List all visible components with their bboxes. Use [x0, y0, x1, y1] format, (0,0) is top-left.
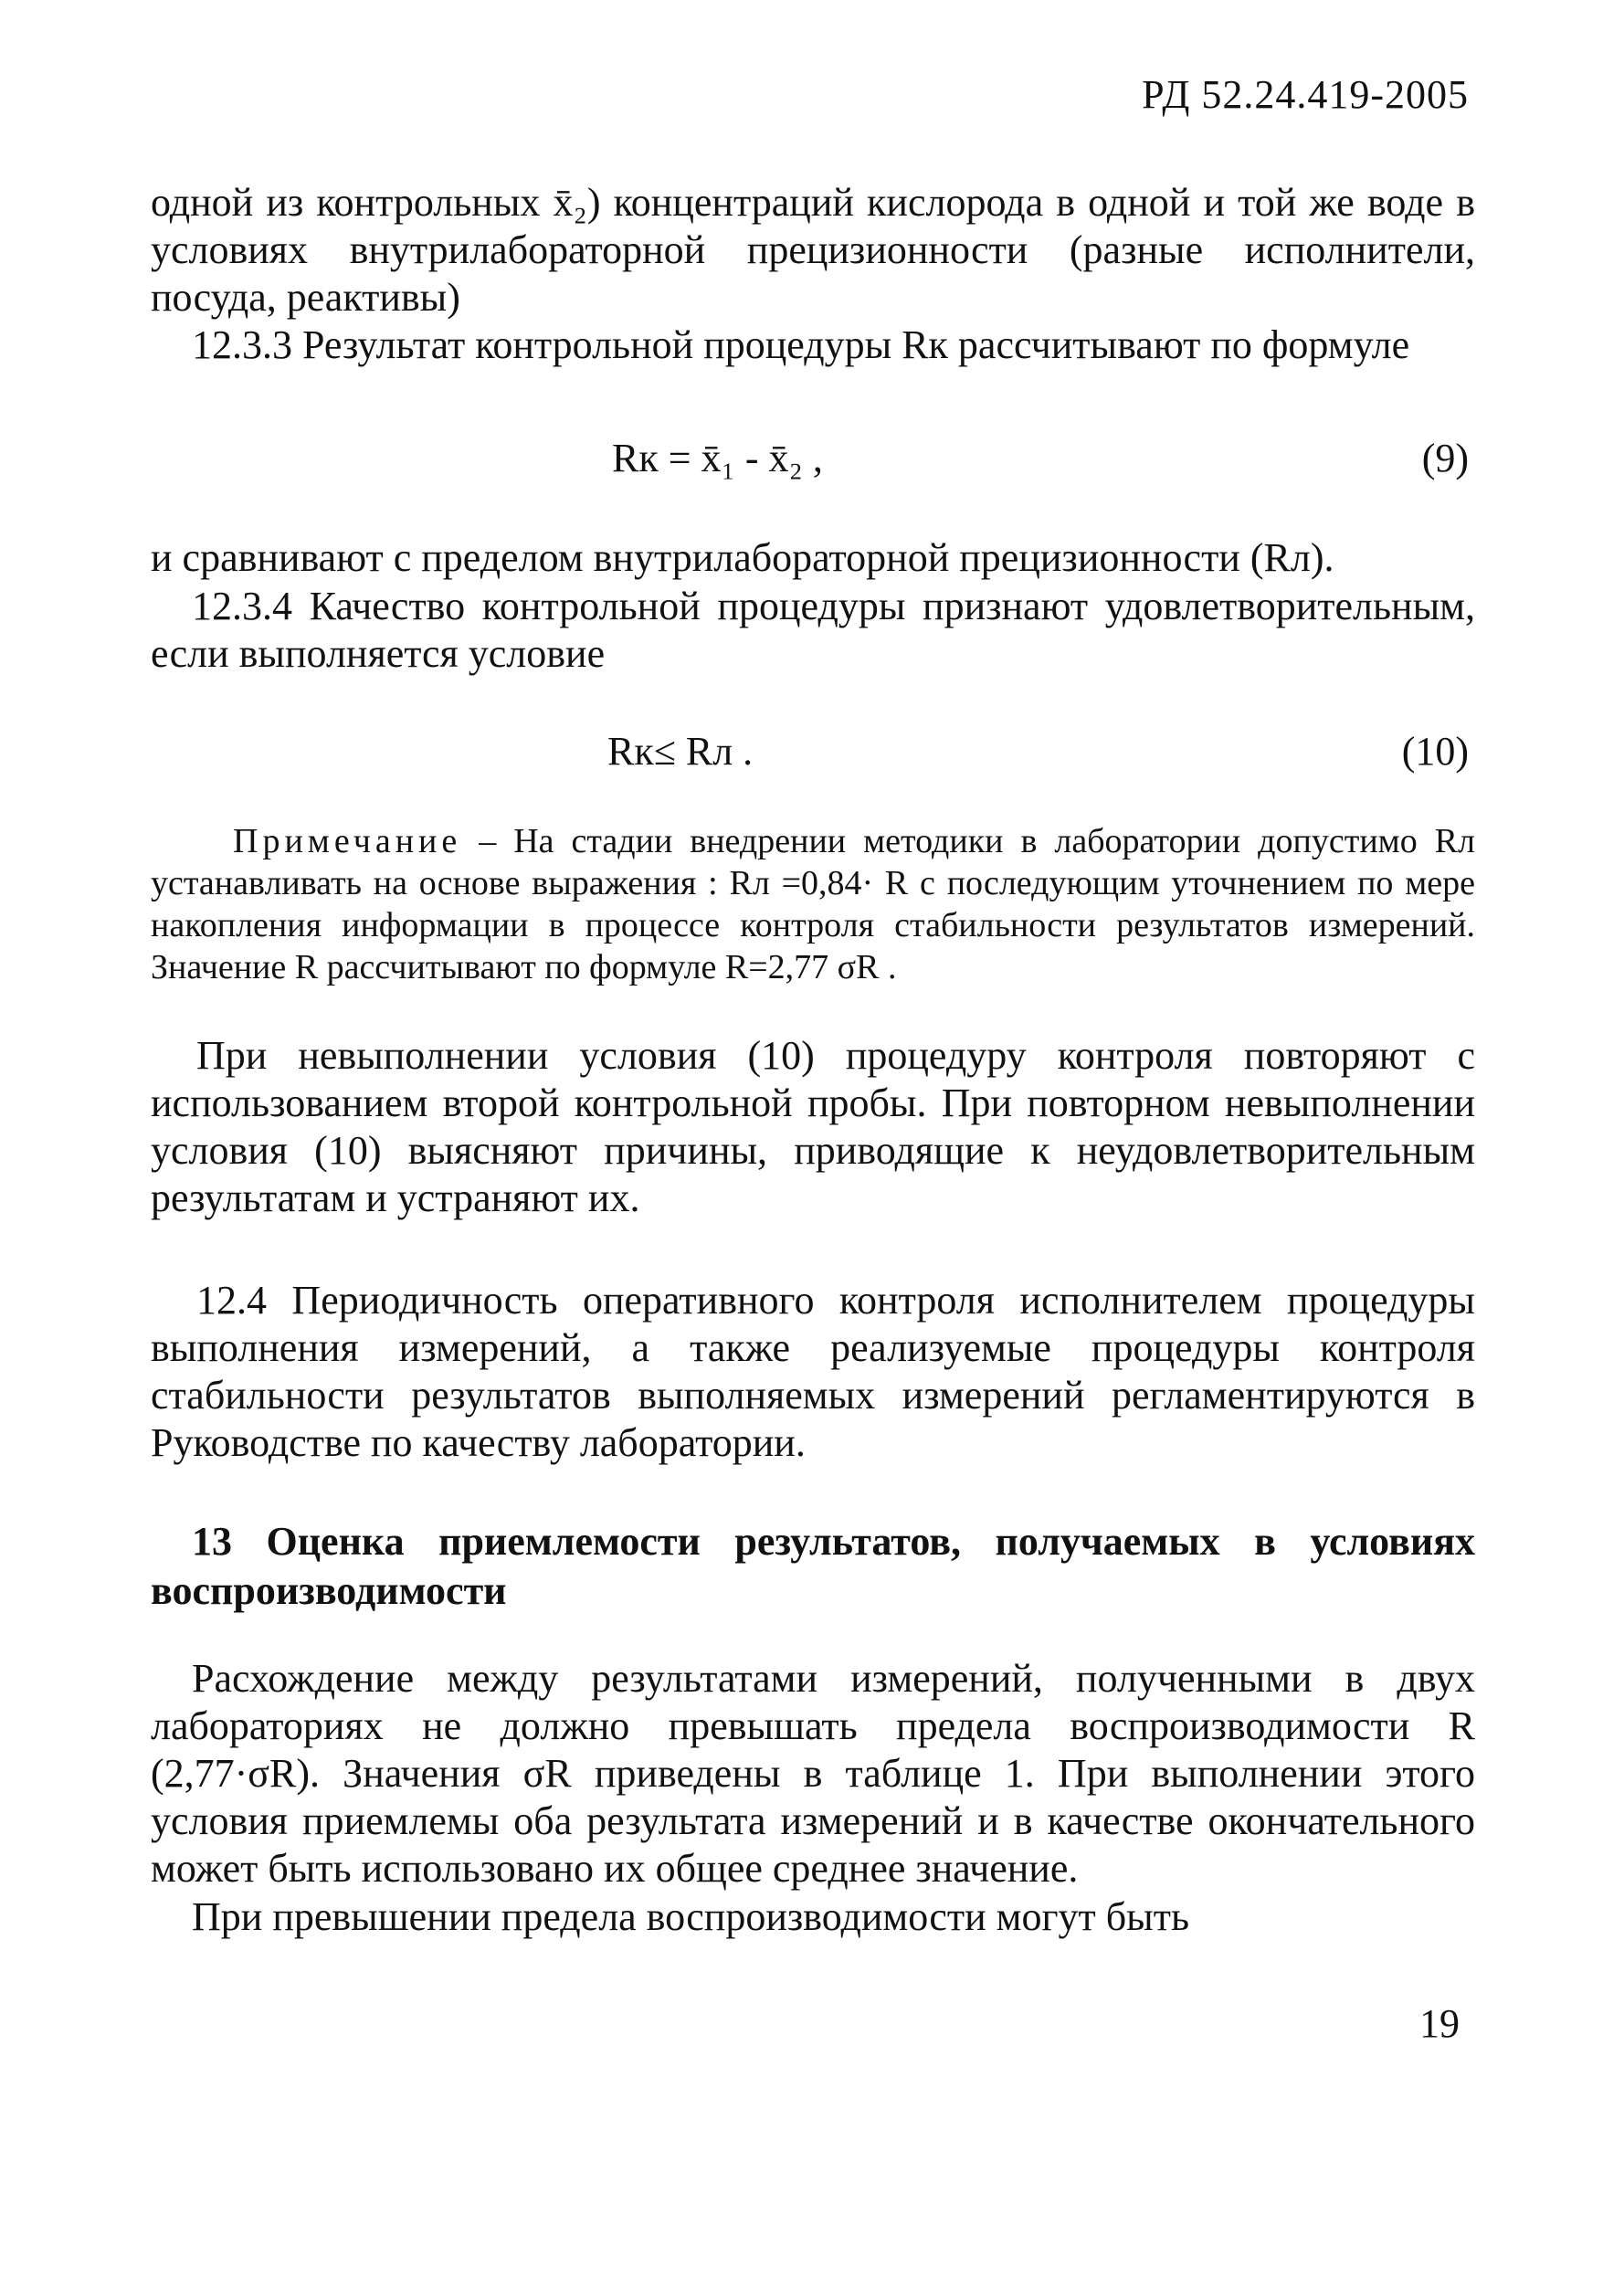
formula-9-expression: Rк = x̄₁ - x̄₂ , — [612, 436, 823, 480]
note — [151, 820, 1475, 988]
section-13-paragraph-1: Расхождение между результатами измерений, полученными в двух лабораториях не должно превышать предела воспроизводимости R (2,77·σR). Значения σR приведены в таблице 1. При выполнении этого условия приемлемы оба результата измерений и в качестве окончательного может быть использовано их общее среднее значение. — [151, 1656, 1475, 1891]
document-code: РД 52.24.419-2005 — [1142, 72, 1469, 117]
note-text: – На стадии внедрении методики в лаборатории допустимо Rл устанавливать на основе выражения : Rл =0,84· R с последующим уточнением по мере накопления информации в процессе контроля стабильности результатов измерений. Значение R рассчитывают по формуле R=2,77 σR . — [151, 822, 1475, 986]
paragraph-compare: и сравнивают с пределом внутрилабораторной прецизионности (Rл). — [151, 535, 1334, 580]
paragraph-failure: При невыполнении условия (10) процедуру контроля повторяют с использованием второй контрольной пробы. При повторном невыполнении условия (10) выясняют причины, приводящие к неудовлетворительным результатам и устраняют их. — [151, 1033, 1475, 1220]
formula-9 — [0, 435, 1624, 490]
formula-10 — [0, 728, 1624, 783]
page-number: 19 — [1419, 2001, 1460, 2046]
paragraph-12-3-3: 12.3.3 Результат контрольной процедуры Rк рассчитывают по формуле — [192, 322, 1410, 367]
note-label: Примечание — [233, 822, 462, 860]
formula-10-expression: Rк≤ Rл . — [607, 729, 754, 774]
paragraph-continuation: одной из контрольных x̄₂) концентраций кислорода в одной и той же воде в условиях внутрилабораторной прецизионности (разные исполнители, посуда, реактивы) — [151, 180, 1475, 320]
section-13-heading: 13 Оценка приемлемости результатов, получаемых в условиях воспроизводимости — [151, 1519, 1475, 1613]
formula-10-number: (10) — [1401, 729, 1469, 774]
paragraph-12-3-4: 12.3.4 Качество контрольной процедуры признают удовлетворительным, если выполняется условие — [151, 584, 1475, 676]
section-13-paragraph-2: При превышении предела воспроизводимости могут быть — [192, 1894, 1190, 1939]
formula-9-number: (9) — [1421, 436, 1469, 480]
paragraph-12-4: 12.4 Периодичность оперативного контроля исполнителем процедуры выполнения измерений, а также реализуемые процедуры контроля стабильности результатов выполняемых измерений регламентируются в Руководстве по качеству лаборатории. — [151, 1278, 1475, 1465]
